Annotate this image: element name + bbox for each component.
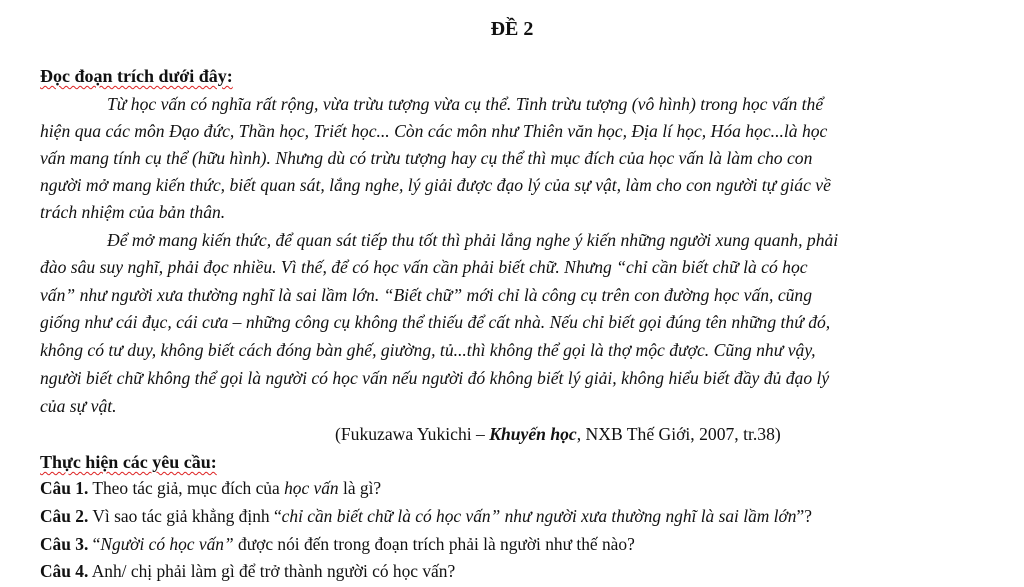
question-label: Câu 3. xyxy=(40,534,89,554)
tasks-heading: Thực hiện các yêu cầu: xyxy=(40,452,217,472)
question-1: Câu 1. Theo tác giả, mục đích của học vấn là gì? xyxy=(40,478,382,498)
question-3: Câu 3. “Người có học vấn” được nói đến trong đoạn trích phải là người như thế nào? xyxy=(40,534,635,554)
passage-line: vấn mang tính cụ thể (hữu hình). Nhưng dù có trừu tượng hay cụ thể thì mục đích của học vấn là làm cho con xyxy=(40,148,813,168)
passage-line: Để mở mang kiến thức, để quan sát tiếp thu tốt thì phải lắng nghe ý kiến những người xung quanh, phải xyxy=(107,230,839,250)
passage-line: người biết chữ không thể gọi là người có học vấn nếu người đó không biết lý giải, không hiểu biết đầy đủ đạo lý xyxy=(40,368,830,388)
passage-line: hiện qua các môn Đạo đức, Thần học, Triết học... Còn các môn như Thiên văn học, Địa lí học, Hóa học...là học xyxy=(40,121,828,141)
passage-line: của sự vật. xyxy=(40,396,117,416)
passage-line: đào sâu suy nghĩ, phải đọc nhiều. Vì thế, để có học vấn cần phải biết chữ. Nhưng “chỉ cần biết chữ là có học xyxy=(40,257,808,277)
page-title: ĐỀ 2 xyxy=(490,18,534,40)
question-label: Câu 4. xyxy=(40,561,89,581)
question-label: Câu 2. xyxy=(40,506,89,526)
instruction-heading: Đọc đoạn trích dưới đây: xyxy=(40,66,233,86)
citation-book-title: Khuyến học xyxy=(489,424,577,444)
citation-author: (Fukuzawa Yukichi – xyxy=(335,424,490,444)
passage-line: không có tư duy, không biết cách đóng bàn ghế, giường, tủ...thì không thể gọi là thợ mộc được. Cũng như vậy, xyxy=(40,340,816,360)
passage-line: vấn” như người xưa thường nghĩ là sai lầm lớn. “Biết chữ” mới chỉ là công cụ trên con đường học vấn, cũng xyxy=(40,285,813,305)
question-4: Câu 4. Anh/ chị phải làm gì để trở thành người có học vấn? xyxy=(40,561,456,581)
passage-line: Từ học vấn có nghĩa rất rộng, vừa trừu tượng vừa cụ thể. Tinh trừu tượng (vô hình) trong học vấn thể xyxy=(107,94,824,114)
question-label: Câu 1. xyxy=(40,478,89,498)
question-2: Câu 2. Vì sao tác giả khẳng định “chỉ cần biết chữ là có học vấn” như người xưa thường nghĩ là sai lầm lớn”? xyxy=(40,506,812,526)
passage-line: người mở mang kiến thức, biết quan sát, lắng nghe, lý giải được đạo lý của sự vật, làm cho con người tự giác về xyxy=(40,175,831,195)
citation-publisher: , NXB Thế Giới, 2007, tr.38) xyxy=(576,424,781,444)
citation xyxy=(335,424,781,445)
passage-line: trách nhiệm của bản thân. xyxy=(40,202,226,222)
passage-line: giống như cái đục, cái cưa – những công cụ không thể thiếu để cất nhà. Nếu chỉ biết gọi đúng tên những thứ đó, xyxy=(40,312,831,332)
